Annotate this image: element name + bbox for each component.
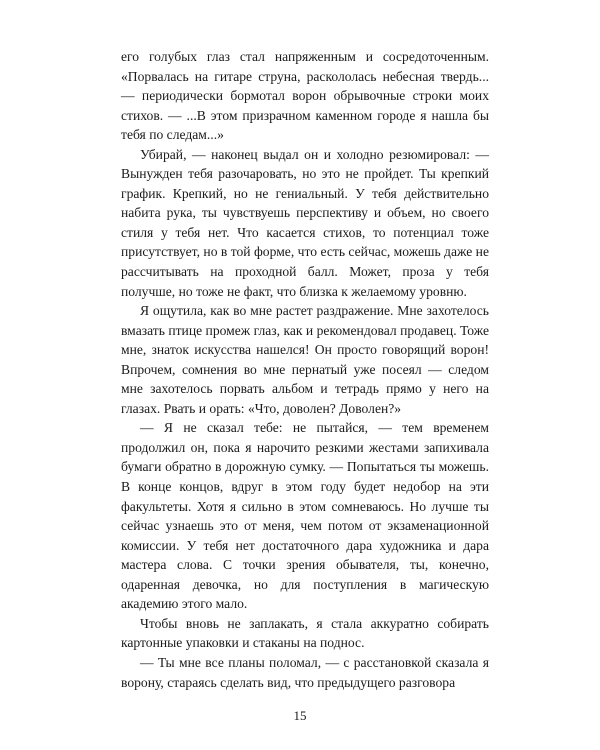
paragraph: Чтобы вновь не заплакать, я стала аккуратно собирать картонные упаковки и стаканы на поднос. [121, 615, 489, 651]
paragraph: Убирай, — наконец выдал он и холодно резюмировал: — Вынужден тебя разочаровать, но это не пройдет. Ты крепкий график. Крепкий, но не гениальный. У тебя действительно набита рука, ты чувствуешь перспективу и объем, но своего стиля у тебя нет. Что касается стихов, то потенциал тоже присутствует, но в той форме, что есть сейчас, можешь даже не рассчитывать на проходной балл. Может, проза у тебя получше, но тоже не факт, что близка к желаемому уровню. [121, 146, 489, 299]
paragraph: — Ты мне все планы поломал, — с расстановкой сказала я ворону, стараясь сделать вид, что предыдущего разговора [121, 654, 489, 690]
paragraph: Я ощутила, как во мне растет раздражение. Мне захотелось вмазать птице промеж глаз, как и рекомендовал продавец. Тоже мне, знаток искусства нашелся! Он просто говорящий ворон! Впрочем, сомнения во мне пернатый уже посеял — следом мне захотелось порвать альбом и тетрадь прямо у него на глазах. Рвать и орать: «Что, доволен? Доволен?» [121, 303, 489, 416]
paragraph: — Я не сказал тебе: не пытайся, — тем временем продолжил он, пока я нарочито резкими жестами запихивала бумаги обратно в дорожную сумку. — Попытаться ты можешь. В конце концов, вдруг в этом году будет недобор на эти факультеты. Хотя я сильно в этом сомневаюсь. Но лучше ты сейчас узнаешь это от меня, чем потом от экзаменационной комиссии. У тебя нет достаточного дара художника и дара мастера слова. С точки зрения обывателя, ты, конечно, одаренная девочка, но для поступления в магическую академию этого мало. [121, 420, 489, 612]
page-number: 15 [293, 708, 307, 723]
paragraph: его голубых глаз стал напряженным и сосредоточенным. «Порвалась на гитаре струна, раскололась небесная твердь... — периодически бормотал ворон обрывочные строки моих стихов. — ...В этом призрачном каменном городе я нашла бы тебя по следам...» [121, 49, 489, 143]
page-body [121, 47, 489, 692]
